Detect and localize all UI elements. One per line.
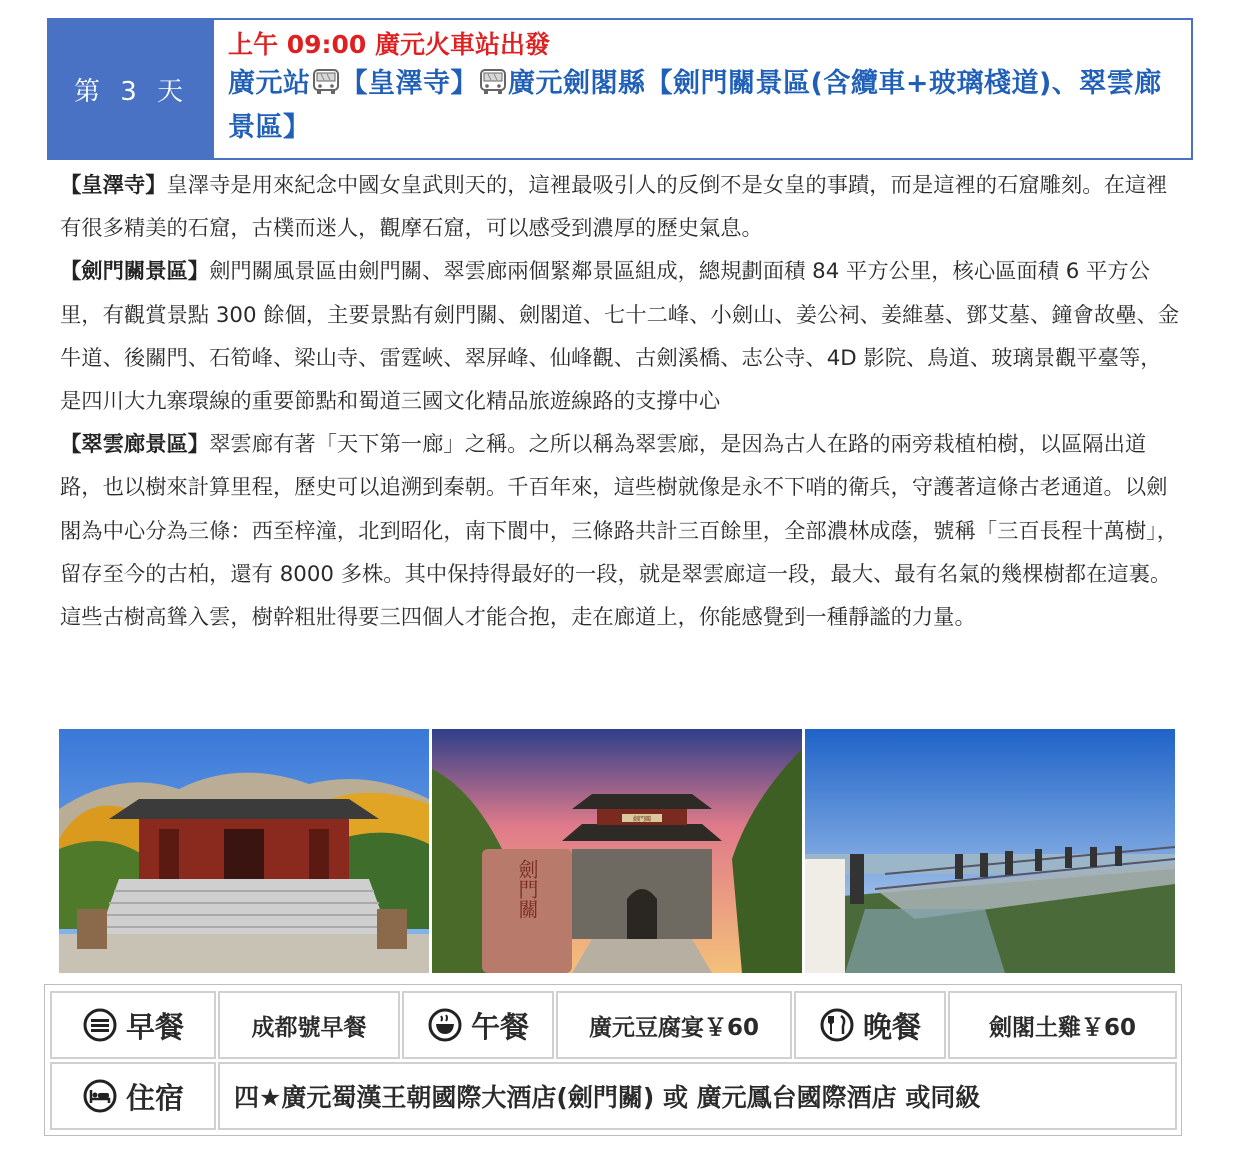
dinner-value: 劍閣土雞￥60 (948, 991, 1177, 1059)
hotel-label: 住宿 (125, 1080, 184, 1115)
section-jianmen-pass (60, 250, 1180, 423)
lunch-icon (427, 1007, 463, 1043)
hotel-label-cell (50, 1062, 216, 1130)
hotel-value: 四★廣元蜀漢王朝國際大酒店(劍門關) 或 廣元鳳台國際酒店 或同級 (218, 1062, 1177, 1130)
section-title: 【皇澤寺】 (60, 173, 167, 198)
breakfast-value: 成都號早餐 (218, 991, 400, 1059)
dinner-label: 晚餐 (862, 1009, 921, 1044)
departure-time: 上午 09:00 廣元火車站出發 (228, 30, 550, 59)
route (228, 62, 1181, 150)
day-header-info (216, 20, 1191, 158)
photo-huangze-temple (59, 729, 429, 973)
breakfast-label: 早餐 (125, 1009, 184, 1044)
lunch-value: 廣元豆腐宴￥60 (556, 991, 792, 1059)
stone-carving: 劍門關 (515, 859, 539, 919)
bed-icon (82, 1078, 118, 1114)
day-header (47, 18, 1193, 160)
meals-table (44, 984, 1182, 1136)
section-title: 【翠雲廊景區】 (60, 432, 210, 458)
section-cuiyun-corridor (60, 423, 1180, 639)
route-start: 廣元站 (228, 68, 311, 99)
lunch-label: 午餐 (470, 1009, 529, 1044)
breakfast-icon (82, 1007, 118, 1043)
photo-jianmen-gate (432, 729, 802, 973)
section-huangze-temple (60, 164, 1180, 250)
section-text: 劍門關風景區由劍門關、翠雲廊兩個緊鄰景區組成，總規劃面積 84 平方公里，核心區面積 6 平方公里，有觀賞景點 300 餘個，主要景點有劍門關、劍閣道、七十二峰、小劍山、姜公祠、姜維墓、鄧艾墓、鐘會故壘、金牛道、後關門、石筍峰、梁山寺、雷霆峽、翠屏峰、仙峰觀、古劍溪橋、志公寺、4D 影院、鳥道、玻璃景觀平臺等，是四川大九寨環線的重要節點和蜀道三國文化精品旅遊線路的支撐中心 (60, 259, 1180, 415)
lunch-label-cell (402, 991, 554, 1059)
dinner-label-cell (794, 991, 946, 1059)
section-text: 翠雲廊有著「天下第一廊」之稱。之所以稱為翠雲廊，是因為古人在路的兩旁栽植柏樹，以區隔出道路，也以樹來計算里程，歷史可以追溯到秦朝。千百年來，這些樹就像是永不下哨的衛兵，守護著這條古老通道。以劍閣為中心分為三條：西至梓潼，北到昭化，南下閬中，三條路共計三百餘里，全部濃林成蔭，號稱「三百長程十萬樹」，留存至今的古柏，還有 8000 多株。其中保持得最好的一段，就是翠雲廊這一段，最大、最有名氣的幾棵樹都在這裏。這些古樹高聳入雲，樹幹粗壯得要三四個人才能合抱，走在廊道上，你能感覺到一種靜謐的力量。 (60, 432, 1179, 631)
bus-icon (311, 67, 341, 97)
route-stop-2: 廣元劍閣縣【劍門關景區(含纜車+玻璃棧道)、翠雲廊景區】 (228, 68, 1162, 143)
day-label: 第 3 天 (49, 20, 216, 158)
dinner-icon (819, 1007, 855, 1043)
gate-plaque: 劍門關 (632, 816, 652, 823)
bus-icon (478, 67, 508, 97)
section-title: 【劍門關景區】 (60, 259, 210, 285)
route-stop-1: 【皇澤寺】 (340, 68, 478, 99)
section-text: 皇澤寺是用來紀念中國女皇武則天的，這裡最吸引人的反倒不是女皇的事蹟，而是這裡的石窟雕刻。在這裡有很多精美的石窟，古樸而迷人，觀摩石窟，可以感受到濃厚的歷史氣息。 (60, 173, 1168, 242)
itinerary-description (60, 164, 1180, 639)
breakfast-label-cell (50, 991, 216, 1059)
photo-glass-walkway (805, 729, 1175, 973)
